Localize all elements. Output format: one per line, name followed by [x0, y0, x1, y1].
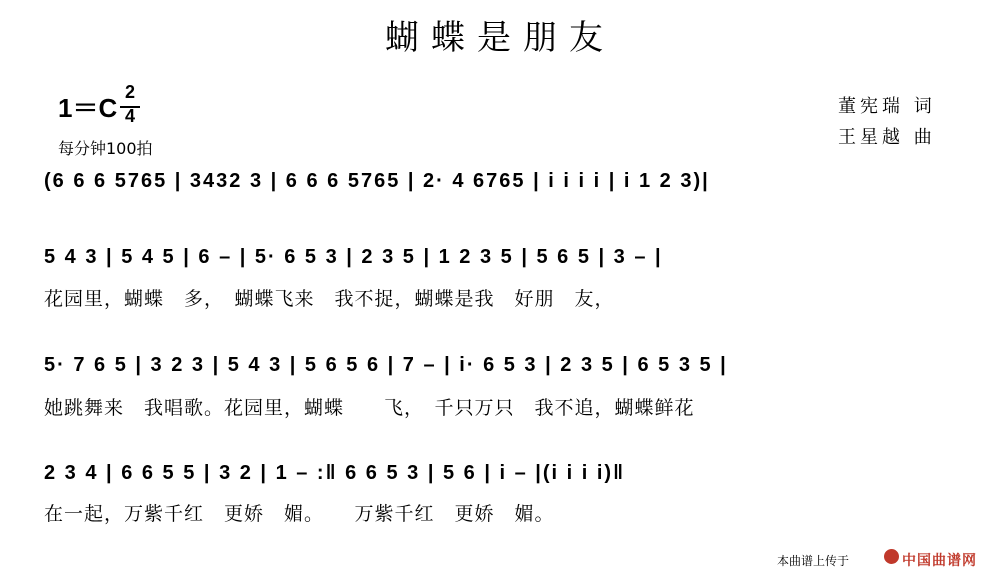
notation-line-4: 2 3 4 | 6 6 5 5 | 3 2 | 1 – :‖ 6 6 5 3 | 5 6 | i – |(i i i i)‖ [44, 462, 626, 484]
lyrics-line-3: 她跳舞来 我唱歌。花园里，蝴蝶 飞， 千只万只 我不追，蝴蝶鲜花 [44, 397, 695, 419]
song-title: 蝴蝶是朋友 [385, 18, 615, 58]
lyricist-credit: 董宪瑞 词 [838, 96, 936, 117]
notation-line-3: 5· 7 6 5 | 3 2 3 | 5 4 3 | 5 6 5 6 | 7 – | i· 6 5 3 | 2 3 5 | 6 5 3 5 | [44, 354, 728, 376]
lyrics-line-2: 花园里，蝴蝶 多， 蝴蝶飞来 我不捉，蝴蝶是我 好朋 友， [44, 288, 615, 310]
notation-line-2: 5 4 3 | 5 4 5 | 6 – | 5· 6 5 3 | 2 3 5 | 1 2 3 5 | 5 6 5 | 3 – | [44, 246, 663, 268]
notation-line-1: (6 6 6 5765 | 3432 3 | 6 6 6 5765 | 2· 4 6765 | i i i i | i 1 2 3)| [44, 170, 710, 192]
composer-credit: 王星越 曲 [838, 127, 936, 148]
key-signature: 1＝C [58, 93, 118, 123]
tempo-marking: 每分钟100拍 [58, 139, 153, 158]
site-name[interactable]: 中国曲谱网 [902, 553, 977, 569]
upload-note: 本曲谱上传于 [777, 554, 850, 568]
time-signature-denominator: 4 [124, 106, 135, 126]
site-logo-icon [884, 549, 899, 564]
lyrics-line-4: 在一起，万紫千红 更娇 媚。 万紫千红 更娇 媚。 [44, 503, 555, 525]
time-signature-numerator: 2 [124, 82, 135, 102]
